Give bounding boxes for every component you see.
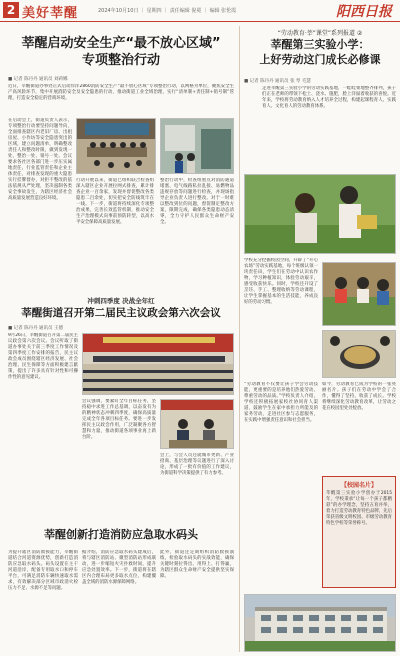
article-safety-headline-1: 莘醒启动安全生产“最不放心区域”	[21, 36, 221, 51]
safety-inspection-photo	[160, 118, 234, 174]
school-building-photo	[244, 594, 396, 652]
article-dock-col2: 据介绍，消防应急取水码头建成后，将与辖区消防站、微型消防站形成联动，进一步缩短火灾扑救时间，提升应急处置效率。下一步，街道将在辖区内合理布局更多取水点位，构建覆盖全域的消防水源保障网络。	[82, 550, 156, 585]
safety-meeting-photo	[76, 118, 156, 174]
article-labor-headline-2: 上好劳动这门成长必修课	[259, 53, 381, 66]
page-number: 2	[3, 2, 19, 18]
council-meeting-photo	[82, 333, 234, 395]
article-safety-col3: 整治行动中，检查组重点对消防通道堵塞、电气线路私拉乱接、易燃物品违规存放等问题进行检查，并现场指导企业负责人进行整改。对于一时难以整改到位的问题，督促制定整改方案，限期完成，确保各类隐患动态清零，全力守护人民群众生命财产安全。	[160, 178, 234, 225]
article-council-kicker: 冲刺四季度 决战全年红	[87, 297, 155, 305]
school-profile-box	[322, 476, 396, 588]
article-labor-col2: “劳动教育不仅要让孩子学会劳动技能，更重要的是培养他们热爱劳动、尊重劳动的品质。”学校负责人介绍，学校还积极拓展家校社协同育人渠道，鼓励学生在家中承担力所能及的家务劳动，走进社区参与志愿服务，在实践中增强责任意识和社会担当。	[244, 382, 318, 423]
article-labor-lead: 走进莘醒第三实验小学的劳动实践基地，一畦畦菜地整齐排列，孩子们正在老师的带领下松土、浇水、施肥，脸上洋溢着收获的喜悦。近年来，学校将劳动教育纳入人才培养全过程，构建起课程育人、实践育人、文化育人的劳动教育体系。	[262, 86, 396, 109]
article-labor-col2-cont	[244, 504, 318, 590]
section-name: 美好莘醒	[22, 6, 79, 21]
article-dock-headline: 莘醒创新打造消防应急取水码头	[44, 528, 198, 541]
article-council-byline: ■ 记者 陈丹丹 通讯员 王德	[8, 326, 63, 331]
paper-name: 阳西日报	[336, 4, 392, 20]
column-divider	[239, 26, 240, 652]
school-profile-title: 【校园名片】	[340, 482, 377, 489]
article-labor-kicker: “劳动教育·莘”课堂”系列报道 ②	[277, 30, 363, 37]
article-safety-byline: ■ 记者 陈丹丹 通讯员 刘莉娜	[8, 77, 68, 82]
article-safety-headline-2: 专项整治行动	[81, 53, 160, 68]
article-dock-col1: 为提升辖区消防救援能力，莘醒街道结合河道资源优势，创新打造消防应急取水码头。码头设置在主干河道沿岸，配备专用取水口和停车平台，可满足消防车辆快速取水需求，有效解决部分区域市政消火栓压力不足、水源不足等问题。	[8, 550, 78, 591]
article-labor-byline: ■ 记者 陈丹丹 通讯员 张 琴 毛慧	[244, 79, 311, 84]
issue-info: 2024年10月10日 ｜ 星期四 ｜ 责任编辑 倪冕 ｜ 编辑 张伦霞	[98, 8, 237, 14]
labor-cooking-photo	[322, 330, 396, 378]
labor-kids-photo	[322, 262, 396, 326]
article-council-col2: 会议强调，要紧盯全年目标任务，坚持稳中求进工作总基调，以奋发有为的精神状态冲刺四季度，确保高质量完成全年各项目标任务。要进一步发挥民主议政会作用，广泛凝聚各方智慧和力量，推动街道各项事业再上新台阶。	[82, 399, 156, 440]
article-council-col1: 9月26日，莘醒街道召开第二届民主议政会第六次会议。会议听取了街道办事处关于前三季度工作情况及第四季度工作安排的报告，民主议政会成员围绕辖区经济发展、社会治理、民生保障等方面积极建言献策，提出了许多具有针对性和可操作性的意见建议。	[8, 333, 78, 380]
article-safety-col2: 行动开展以来，街道已组织联合检查组深入辖区企业开展拉网式排查，累计排查企业一百余家，发现并督促整改各类隐患二百余处，切实把安全防线筑牢在一线。下一步，街道将持续深化专项整治成果，完善长效监管机制，推动安全生产治理模式向事前预防转型，以高水平安全保障高质量发展。	[76, 178, 154, 225]
council-speaker-photo	[160, 399, 234, 449]
article-council-headline: 莘醒街道召开第二届民主议政会第六次会议	[21, 307, 221, 319]
school-profile-text: 莘醒第三实验小学创办于2015年，学校秉承“让每一个孩子都精彩”的办学理念，坚持五育并举，着力打造劳动教育特色品牌，先后荣获省级文明校园、市级劳动教育特色学校等荣誉称号。	[326, 491, 392, 526]
article-council-col3: 会上，与会人员还就城市更新、产业招商、基层治理等议题进行了深入讨论，形成了一批有价值的工作建议，为街道科学决策提供了有力参考。	[160, 453, 234, 476]
article-labor-col3: 如今，劳动教育已成为学校的一张亮丽名片。孩子们在劳动中学会了合作，懂得了坚持，收获了成长。学校将继续深化劳动教育改革，让劳动之花在校园里处处绽放。	[322, 382, 396, 411]
article-labor-col1: 学校充分挖掘校园空间，开辟了“开心农场”劳动实践基地，每个班级认领一块责任田，学生们在劳动中认识农作物，学习种植知识，体验劳动艰辛，感受收获快乐。同时，学校还开设了烹饪、手工、整理收纳等劳动课程，让学生掌握基本的生活技能，养成良好的劳动习惯。	[244, 258, 318, 305]
labor-garden-photo	[244, 174, 396, 254]
article-safety-lead: 近日，莘醒街道办事处正式启动岸洋2860消防安全生产“最不放心区域”专项整治行动，以网格为单位，聚焦安全生产高风险环节，集中开展消防安全及安全隐患的行动，推动街道工业全域治理，实行“清单制+责任制+销号制”管理，打造安全稳定的营商环境。	[8, 84, 234, 101]
article-dock-col3: 此外，街道还定期组织消防救援演练，检验取水码头的实战效能，确保关键时刻拉得出、用得上、打得赢，为辖区群众生命财产安全提供坚实保障。	[160, 550, 234, 579]
article-labor-headline-1: 莘醒第三实验小学：	[270, 38, 370, 51]
article-safety-col1: 在启动会上，街道负责人表示，专项整治行动要坚持问题导向，全面排查辖区内老旧厂房、出租房屋、小作坊等安全隐患突出的区域，建立问题清单，明确整改责任人和整改时限，做到发现一处、整治一处、销号一处。会议要求各社区各部门进一步压实属地责任、行业监管责任和企业主体责任，对排查发现的重大隐患实行挂牌督办，对拒不整改的依法依规从严处理，坚决遏制各类安全事故发生，为辖区经济社会高质量发展营造良好环境。	[8, 118, 72, 201]
masthead	[0, 0, 400, 22]
